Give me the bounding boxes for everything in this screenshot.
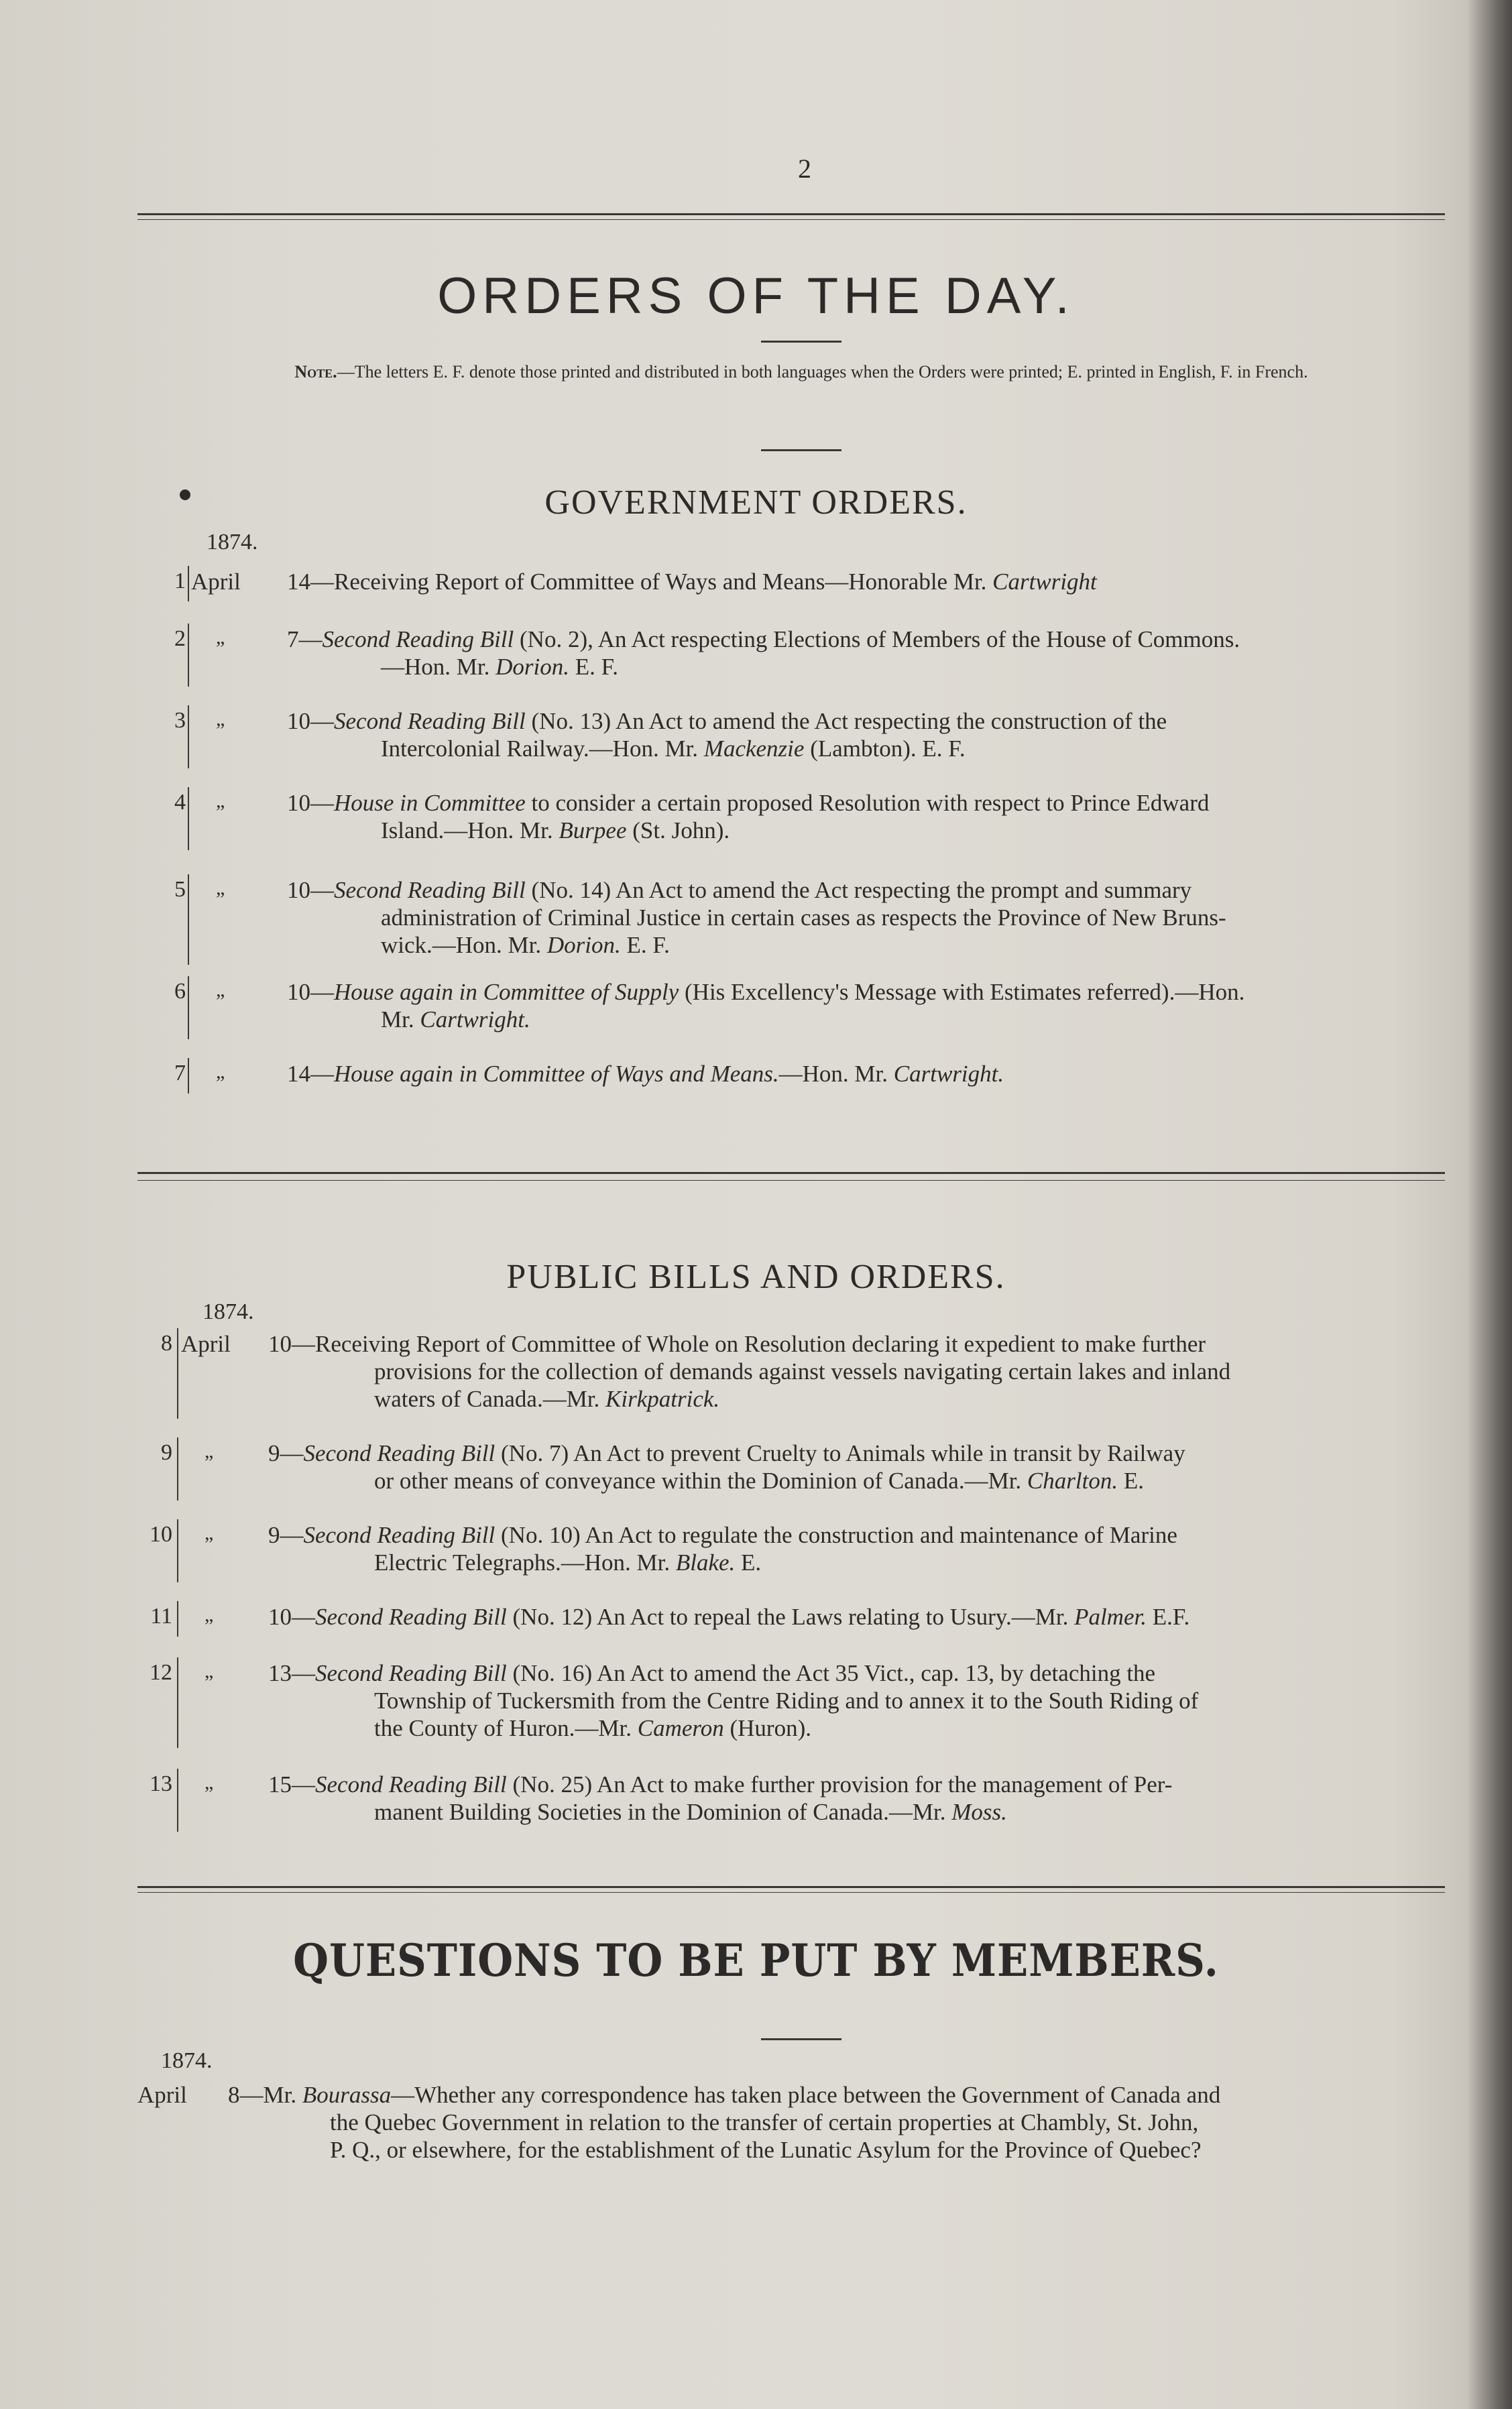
question-line-1 bbox=[228, 2082, 1220, 2109]
order-line-1-part: House again in Committee of Supply bbox=[334, 979, 679, 1005]
order-line-2-part: Burpee bbox=[559, 817, 627, 843]
order-line-3 bbox=[374, 1386, 719, 1413]
order-number: 10 bbox=[150, 1522, 172, 1547]
order-member: Palmer. bbox=[1074, 1604, 1147, 1630]
top-double-rule-lower bbox=[137, 219, 1445, 220]
top-double-rule-upper bbox=[137, 213, 1445, 215]
order-line-3-part: Dorion. bbox=[546, 932, 621, 958]
order-line-2-part: manent Building Societies in the Dominion of Canada.—Mr. bbox=[374, 1799, 952, 1825]
order-member: Cartwright. bbox=[893, 1061, 1004, 1087]
order-line-1 bbox=[287, 979, 1244, 1006]
order-line-2-part: provisions for the collection of demands against vessels navigating certain lakes and inland bbox=[374, 1358, 1231, 1385]
order-day: 10— bbox=[268, 1604, 315, 1630]
order-month: „ bbox=[205, 1771, 214, 1794]
order-line-1-part: Receiving Report of Committee of Whole on Resolution declaring it expedient to make further bbox=[315, 1331, 1206, 1357]
order-bracket bbox=[177, 1601, 178, 1637]
order-line-2-part: (St. John). bbox=[626, 817, 730, 843]
order-number: 13 bbox=[150, 1771, 172, 1796]
order-line-3-part: wick.—Hon. Mr. bbox=[381, 932, 547, 958]
order-line-1 bbox=[268, 1660, 1155, 1687]
page-title: ORDERS OF THE DAY. bbox=[437, 268, 1075, 325]
order-line-1-part: (No. 16) An Act to amend the Act 35 Vict., cap. 13, by detaching the bbox=[506, 1660, 1156, 1686]
lower-double-rule-upper bbox=[137, 1886, 1445, 1888]
question-day: 8— bbox=[228, 2082, 264, 2108]
order-bracket bbox=[177, 1769, 178, 1832]
order-line-2 bbox=[381, 736, 966, 762]
order-number: 8 bbox=[161, 1331, 172, 1356]
order-line-1-part: (No. 25) An Act to make further provision for the management of Per- bbox=[506, 1771, 1173, 1798]
order-month: April bbox=[181, 1331, 231, 1357]
order-line-1-part: Second Reading Bill bbox=[315, 1771, 507, 1798]
public-bills-year: 1874. bbox=[202, 1299, 254, 1324]
questions-heading: QUESTIONS TO BE PUT BY MEMBERS. bbox=[293, 1934, 1219, 1987]
order-line-2-part: Blake. bbox=[675, 1549, 736, 1576]
question-line-3: P. Q., or elsewhere, for the establishment of the Lunatic Asylum for the Province of Quebec? bbox=[330, 2137, 1202, 2163]
order-line-3-part: waters of Canada.—Mr. bbox=[374, 1386, 606, 1412]
order-line-2-part: E. F. bbox=[569, 654, 619, 680]
order-day: 9— bbox=[268, 1440, 304, 1466]
order-line-2 bbox=[381, 904, 1226, 931]
order-bracket bbox=[177, 1328, 178, 1419]
note-divider bbox=[761, 449, 841, 451]
question-line-1-a: Mr. bbox=[263, 2082, 302, 2108]
note bbox=[154, 362, 1448, 382]
order-line-1-part: to consider a certain proposed Resolution with respect to Prince Edward bbox=[525, 790, 1210, 816]
order-line-2 bbox=[374, 1549, 761, 1576]
question-line-1-c: —Whether any correspondence has taken place between the Government of Canada and bbox=[391, 2082, 1221, 2108]
order-line-3-part: Kirkpatrick. bbox=[605, 1386, 720, 1412]
order-bracket bbox=[177, 1657, 178, 1748]
order-month: „ bbox=[205, 1440, 214, 1462]
order-day: 10— bbox=[287, 979, 334, 1005]
order-line-2-part: —Hon. Mr. bbox=[381, 654, 496, 680]
order-line-1-part: Second Reading Bill bbox=[334, 708, 526, 734]
order-number: 5 bbox=[174, 877, 186, 902]
order-bracket bbox=[188, 566, 189, 601]
order-line-1 bbox=[287, 569, 1097, 595]
order-line-2-part: or other means of conveyance within the Dominion of Canada.—Mr. bbox=[374, 1468, 1027, 1494]
order-line-2 bbox=[381, 1006, 530, 1033]
order-line-2-part: Dorion. bbox=[496, 654, 569, 680]
note-lead: Note. bbox=[294, 362, 337, 381]
order-line-1-part: Cartwright bbox=[992, 569, 1097, 595]
order-number: 1 bbox=[174, 569, 186, 593]
order-bracket bbox=[177, 1437, 178, 1501]
order-line-1 bbox=[287, 708, 1167, 735]
order-number: 9 bbox=[161, 1440, 172, 1465]
order-line-2-part: Electric Telegraphs.—Hon. Mr. bbox=[374, 1549, 676, 1576]
order-line-2-part: E. bbox=[735, 1549, 762, 1576]
order-month: „ bbox=[216, 877, 225, 899]
order-line-1-part: Receiving Report of Committee of Ways and Means—Honorable Mr. bbox=[334, 569, 993, 595]
order-line-1-part: (No. 14) An Act to amend the Act respecting the prompt and summary bbox=[525, 877, 1192, 903]
order-line-3-part: (Huron). bbox=[723, 1715, 811, 1741]
order-line-2-part: administration of Criminal Justice in certain cases as respects the Province of New Bruns- bbox=[381, 904, 1226, 931]
order-line-3-part: Cameron bbox=[637, 1715, 724, 1741]
order-line-1-part: (No. 13) An Act to amend the Act respecting the construction of the bbox=[525, 708, 1167, 734]
order-line-1-part: (No. 12) An Act to repeal the Laws relating to Usury.—Mr. bbox=[506, 1604, 1075, 1630]
order-bracket bbox=[188, 976, 189, 1039]
order-line-2-part: (Lambton). E. F. bbox=[804, 736, 966, 762]
order-number: 11 bbox=[150, 1604, 172, 1629]
order-bracket bbox=[177, 1519, 178, 1582]
order-day: 10— bbox=[287, 790, 334, 816]
order-day: 10— bbox=[287, 708, 334, 734]
order-line-1 bbox=[268, 1771, 1172, 1798]
order-line-1-part: (No. 2), An Act respecting Elections of Members of the House of Commons. bbox=[514, 626, 1240, 652]
order-line-3-part: E. F. bbox=[620, 932, 670, 958]
order-month: April bbox=[191, 569, 241, 595]
order-day: 7— bbox=[287, 626, 323, 652]
order-line-1 bbox=[268, 1440, 1185, 1467]
order-line-3 bbox=[381, 932, 670, 959]
order-line-1-part: House again in Committee of Ways and Means. bbox=[334, 1061, 779, 1087]
order-line-2-part: Island.—Hon. Mr. bbox=[381, 817, 559, 843]
order-line-1 bbox=[268, 1604, 1189, 1631]
order-number: 6 bbox=[174, 979, 186, 1004]
question-member: Bourassa bbox=[302, 2082, 392, 2108]
order-line-2 bbox=[381, 817, 730, 844]
title-underline bbox=[761, 341, 841, 343]
order-bracket bbox=[188, 705, 189, 768]
order-line-1 bbox=[268, 1522, 1177, 1549]
order-day: 10— bbox=[268, 1331, 315, 1357]
question-line-2: the Quebec Government in relation to the transfer of certain properties at Chambly, St. John, bbox=[330, 2109, 1199, 2135]
order-day: 13— bbox=[268, 1660, 315, 1686]
order-line-1 bbox=[268, 1331, 1206, 1358]
order-day: 14— bbox=[287, 1061, 334, 1087]
order-month: „ bbox=[216, 708, 225, 730]
page-number: 2 bbox=[798, 154, 811, 184]
questions-underline bbox=[761, 2038, 841, 2040]
order-line-1-part: Second Reading Bill bbox=[315, 1660, 507, 1686]
order-month: „ bbox=[205, 1660, 214, 1682]
order-line-2-part: Intercolonial Railway.—Hon. Mr. bbox=[381, 736, 704, 762]
order-line-1 bbox=[287, 877, 1191, 904]
questions-year: 1874. bbox=[161, 2048, 213, 2073]
order-line-1-part: Second Reading Bill bbox=[315, 1604, 507, 1630]
order-line-1-part: House in Committee bbox=[334, 790, 526, 816]
order-month: „ bbox=[216, 790, 225, 812]
order-line-2-part: Mackenzie bbox=[703, 736, 805, 762]
government-orders-year: 1874. bbox=[207, 530, 258, 554]
order-line-1-part: (No. 7) An Act to prevent Cruelty to Animals while in transit by Railway bbox=[495, 1440, 1185, 1466]
order-lang: E.F. bbox=[1146, 1604, 1190, 1630]
order-line-1-part: Second Reading Bill bbox=[322, 626, 514, 652]
order-line-1-part: Second Reading Bill bbox=[303, 1522, 496, 1548]
order-number: 7 bbox=[174, 1061, 186, 1085]
order-line-2-part: Cartwright. bbox=[420, 1006, 530, 1033]
order-month: „ bbox=[216, 1061, 225, 1083]
order-line-3 bbox=[374, 1715, 811, 1742]
order-day: 15— bbox=[268, 1771, 315, 1798]
order-line-2 bbox=[374, 1799, 1007, 1826]
order-line-1-part: —Hon. Mr. bbox=[778, 1061, 894, 1087]
note-text: —The letters E. F. denote those printed and distributed in both languages when the Orders were printed; E. printed in English, F. in French. bbox=[337, 362, 1308, 381]
order-line-1-part: (His Excellency's Message with Estimates referred).—Hon. bbox=[679, 979, 1245, 1005]
mid-double-rule-lower bbox=[137, 1180, 1445, 1181]
order-line-2-part: Township of Tuckersmith from the Centre Riding and to annex it to the South Riding of bbox=[374, 1688, 1199, 1714]
order-number: 12 bbox=[150, 1660, 172, 1685]
order-line-1 bbox=[287, 790, 1209, 817]
order-line-2-part: Moss. bbox=[951, 1799, 1007, 1825]
order-line-1-part: Second Reading Bill bbox=[303, 1440, 496, 1466]
order-line-2 bbox=[374, 1358, 1230, 1385]
order-number: 4 bbox=[174, 790, 186, 815]
order-line-2-part: E. bbox=[1118, 1468, 1144, 1494]
order-line-1 bbox=[287, 626, 1240, 653]
order-day: 9— bbox=[268, 1522, 304, 1548]
order-line-2 bbox=[374, 1688, 1198, 1714]
question-month: April bbox=[137, 2082, 187, 2108]
order-line-1-part: Second Reading Bill bbox=[334, 877, 526, 903]
order-bracket bbox=[188, 787, 189, 850]
order-line-2 bbox=[374, 1468, 1144, 1494]
order-bracket bbox=[188, 1058, 189, 1094]
order-month: „ bbox=[216, 626, 225, 648]
order-line-3-part: the County of Huron.—Mr. bbox=[374, 1715, 638, 1741]
order-line-1-part: (No. 10) An Act to regulate the construction and maintenance of Marine bbox=[495, 1522, 1177, 1548]
order-month: „ bbox=[216, 979, 225, 1001]
order-line-2 bbox=[381, 654, 618, 681]
order-day: 10— bbox=[287, 877, 334, 903]
order-month: „ bbox=[205, 1522, 214, 1544]
public-bills-heading: PUBLIC BILLS AND ORDERS. bbox=[506, 1258, 1006, 1296]
lower-double-rule-lower bbox=[137, 1892, 1445, 1893]
order-bracket bbox=[188, 874, 189, 965]
order-bracket bbox=[188, 624, 189, 687]
order-number: 3 bbox=[174, 708, 186, 733]
order-line-1 bbox=[287, 1061, 1004, 1088]
order-number: 2 bbox=[174, 626, 186, 651]
government-orders-heading: GOVERNMENT ORDERS. bbox=[544, 483, 968, 522]
order-month: „ bbox=[205, 1604, 214, 1626]
mid-double-rule-upper bbox=[137, 1172, 1445, 1174]
order-day: 14— bbox=[287, 569, 334, 595]
order-line-2-part: Mr. bbox=[381, 1006, 420, 1033]
order-line-2-part: Charlton. bbox=[1027, 1468, 1118, 1494]
